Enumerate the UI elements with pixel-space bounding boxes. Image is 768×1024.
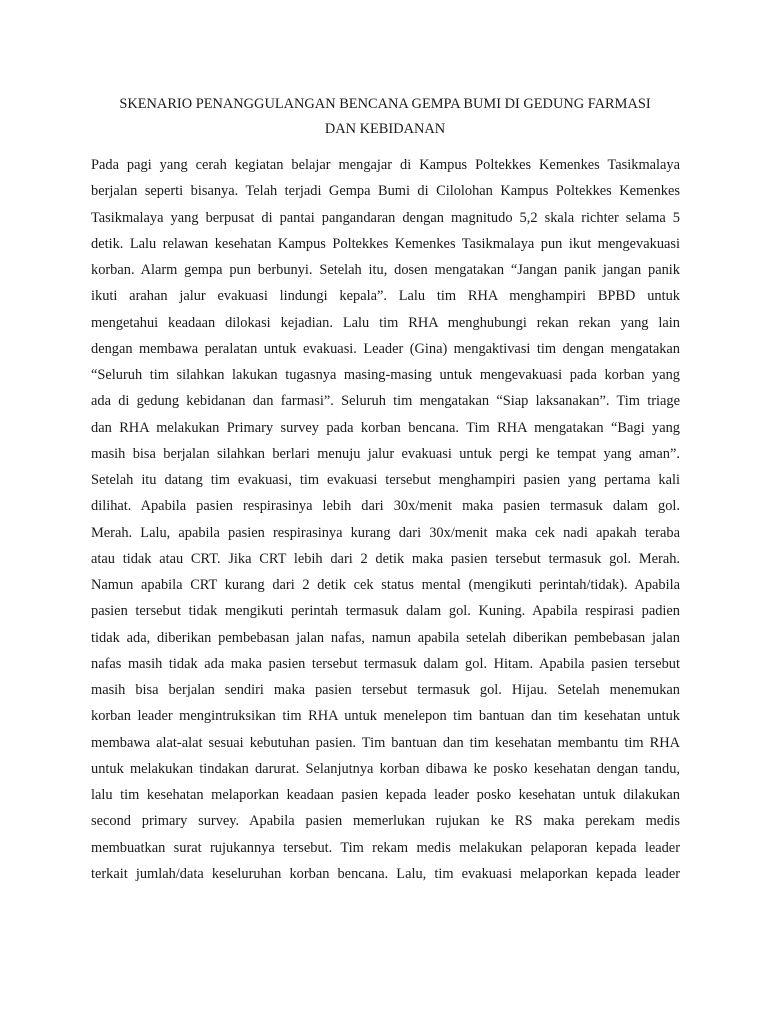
body-line: Merah. Lalu, apabila pasien respirasinya kurang dari 30x/menit maka cek nadi apakah teraba <box>91 524 680 541</box>
body-line: dilihat. Apabila pasien respirasinya lebih dari 30x/menit maka pasien termasuk dalam gol. <box>91 498 680 515</box>
title-line-1: SKENARIO PENANGGULANGAN BENCANA GEMPA BUMI DI GEDUNG FARMASI <box>119 96 651 112</box>
body-line: “Seluruh tim silahkan lakukan tugasnya masing-masing untuk mengevakuasi pada korban yang <box>91 367 680 383</box>
body-line: masih bisa berjalan sendiri maka pasien tersebut termasuk gol. Hijau. Setelah menemukan <box>91 682 680 698</box>
body-line: pasien tersebut tidak mengikuti perintah termasuk dalam gol. Kuning. Apabila respirasi padien <box>91 603 680 620</box>
body-line: tidak ada, diberikan pembebasan jalan nafas, namun apabila setelah diberikan pembebasan jalan <box>91 629 680 646</box>
body-line: membawa alat-alat sesuai kebutuhan pasien. Tim bantuan dan tim kesehatan membantu tim RHA <box>91 734 680 751</box>
document-body <box>91 152 680 887</box>
document-title <box>90 92 680 142</box>
body-line: ikuti arahan jalur evakuasi lindungi kepala”. Lalu tim RHA menghampiri BPBD untuk <box>91 288 680 305</box>
body-line: second primary survey. Apabila pasien memerlukan rujukan ke RS maka perekam medis <box>91 813 680 830</box>
body-line: membuatkan surat rujukannya tersebut. Tim rekam medis melakukan pelaporan kepada leader <box>91 839 680 856</box>
body-line: lalu tim kesehatan melaporkan keadaan pasien kepada leader posko kesehatan untuk dilakukan <box>91 787 680 803</box>
body-line: Namun apabila CRT kurang dari 2 detik cek status mental (mengikuti perintah/tidak). Apabila <box>91 577 680 593</box>
body-line: untuk melakukan tindakan darurat. Selanjutnya korban dibawa ke posko kesehatan dengan tandu, <box>91 760 680 777</box>
title-line-2: DAN KEBIDANAN <box>324 121 446 137</box>
body-line: korban leader mengintruksikan tim RHA untuk menelepon tim bantuan dan tim kesehatan untuk <box>91 708 680 725</box>
body-line: terkait jumlah/data keseluruhan korban bencana. Lalu, tim evakuasi melaporkan kepada leader <box>91 865 680 882</box>
body-line: detik. Lalu relawan kesehatan Kampus Poltekkes Kemenkes Tasikmalaya pun ikut mengevakuasi <box>91 235 680 252</box>
body-line: Setelah itu datang tim evakuasi, tim evakuasi tersebut menghampiri pasien yang pertama kali <box>91 472 680 488</box>
body-line: atau tidak atau CRT. Jika CRT lebih dari 2 detik maka pasien tersebut termasuk gol. Merah. <box>91 550 680 567</box>
body-line: mengetahui keadaan dilokasi kejadian. Lalu tim RHA menghubungi rekan rekan yang lain <box>91 314 680 331</box>
body-line: nafas masih tidak ada maka pasien tersebut termasuk dalam gol. Hitam. Apabila pasien tersebut <box>91 655 680 672</box>
body-line: masih bisa berjalan silahkan berlari menuju jalur evakuasi untuk pergi ke tempat yang aman”. <box>91 445 680 462</box>
body-line: korban. Alarm gempa pun berbunyi. Setelah itu, dosen mengatakan “Jangan panik jangan panik <box>91 262 680 278</box>
body-line: Tasikmalaya yang berpusat di pantai pangandaran dengan magnitudo 5,2 skala richter selama 5 <box>91 209 680 226</box>
body-line: dengan membawa peralatan untuk evakuasi. Leader (Gina) mengaktivasi tim dengan mengatakan <box>91 340 680 357</box>
body-line: dan RHA melakukan Primary survey pada korban bencana. Tim RHA mengatakan “Bagi yang <box>91 419 680 436</box>
body-line: berjalan seperti bisanya. Telah terjadi Gempa Bumi di Cilolohan Kampus Poltekkes Kemenkes <box>91 183 680 200</box>
body-line: ada di gedung kebidanan dan farmasi”. Seluruh tim mengatakan “Siap laksanakan”. Tim triage <box>91 393 680 410</box>
body-line: Pada pagi yang cerah kegiatan belajar mengajar di Kampus Poltekkes Kemenkes Tasikmalaya <box>91 157 680 173</box>
